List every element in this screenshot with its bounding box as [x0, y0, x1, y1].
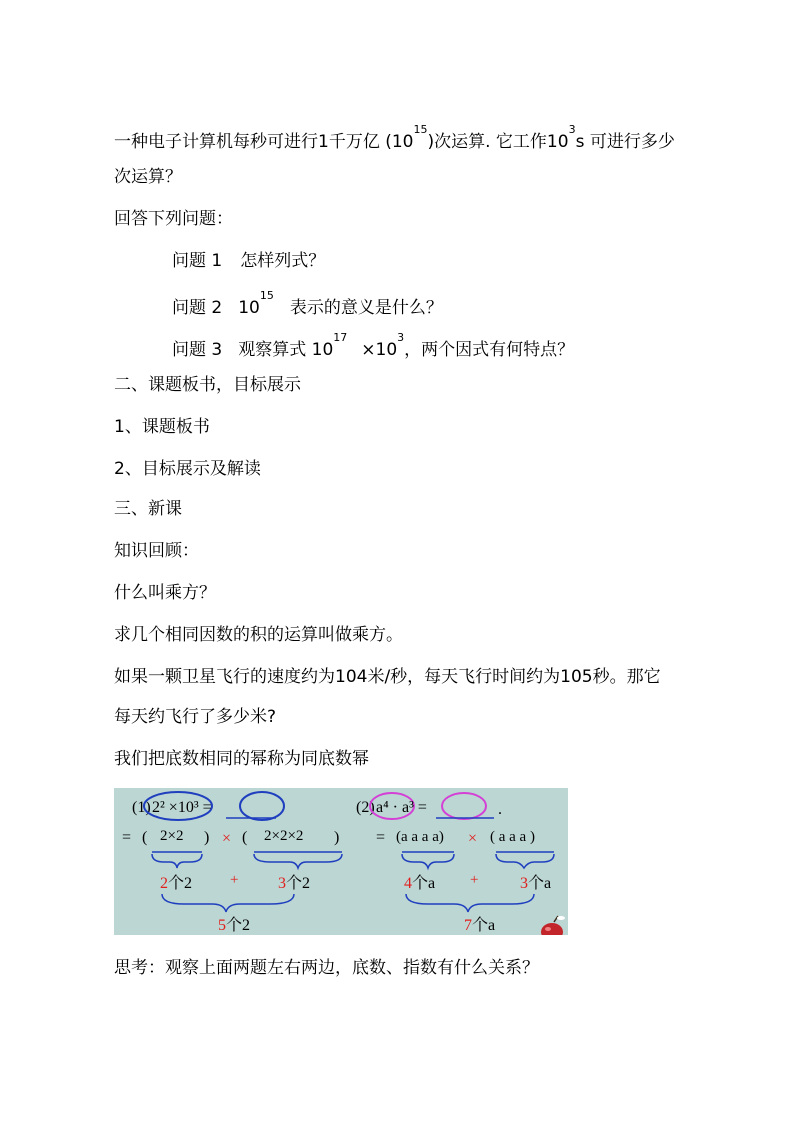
left-total [218, 916, 250, 934]
question-2-exponent: 15 [259, 289, 274, 302]
left-count-1-unit: 个2 [168, 875, 193, 892]
satellite-line-1: 如果一颗卫星飞行的速度约为104米/秒，每天飞行时间约为105秒。那它 [114, 667, 661, 687]
left-expr: 2² ×10³ = [152, 799, 212, 816]
exponent-3: 3 [568, 123, 576, 136]
apple-icon [541, 916, 565, 935]
left-close-2: ) [334, 829, 340, 846]
exponent-15: 15 [413, 123, 428, 136]
right-count-1-unit: 个a [412, 875, 436, 892]
right-count-1 [404, 874, 435, 892]
right-brace-1 [402, 854, 454, 868]
question-3-text-a: 观察算式 10 [238, 340, 334, 360]
question-2-label: 问题 2 [172, 298, 223, 318]
right-brace-2 [496, 854, 554, 868]
right-total [464, 916, 495, 934]
left-count-2-num: 3 [278, 875, 286, 892]
question-3-text-b: ，两个因式有何特点？ [404, 340, 575, 360]
answer-power: 求几个相同因数的积的运算叫做乘方。 [114, 625, 403, 645]
right-label: (2) [356, 799, 375, 816]
problem-text-a: 一种电子计算机每秒可进行1千万亿 (10 [114, 132, 414, 152]
figure-svg [114, 788, 568, 935]
left-count-1-num: 2 [160, 875, 168, 892]
left-group-2: 2×2×2 [264, 828, 304, 844]
right-dot: . [498, 801, 502, 818]
left-brace-1 [152, 854, 202, 868]
question-2 [172, 289, 443, 321]
satellite-line-2: 每天约飞行了多少米? [114, 707, 277, 727]
question-3 [172, 331, 575, 363]
left-times: × [222, 830, 232, 847]
question-2-text: 表示的意义是什么？ [289, 298, 443, 318]
question-power: 什么叫乘方？ [114, 583, 216, 603]
left-plus: + [230, 872, 239, 888]
question-1-label: 问题 1 [172, 251, 223, 271]
problem-text-c: s 可进行多少 [575, 132, 675, 152]
section-2-item-2: 2、目标展示及解读 [114, 459, 261, 479]
problem-text-b: )次运算. 它工作10 [427, 132, 569, 152]
right-group-2: ( a a a ) [490, 829, 535, 845]
left-group-1: 2×2 [160, 828, 184, 844]
right-count-2-num: 3 [520, 875, 528, 892]
right-count-1-num: 4 [404, 875, 412, 892]
left-total-unit: 个2 [226, 917, 251, 934]
right-count-2 [520, 874, 551, 892]
right-times: × [468, 830, 478, 847]
section-3-heading: 三、新课 [114, 499, 182, 519]
left-count-1 [160, 874, 192, 892]
problem-line-1 [114, 123, 675, 155]
left-open-2: ( [242, 829, 248, 846]
question-3-exponent-a: 17 [333, 331, 348, 344]
left-equals: = [122, 829, 132, 846]
right-equals: = [376, 829, 386, 846]
power-multiplication-figure [114, 788, 568, 935]
definition: 我们把底数相同的幂称为同底数幂 [114, 749, 369, 769]
left-total-num: 5 [218, 917, 226, 934]
review-heading: 知识回顾： [114, 541, 199, 561]
problem-line-2: 次运算？ [114, 167, 182, 187]
right-plus: + [470, 872, 479, 888]
think-question: 思考：观察上面两题左右两边，底数、指数有什么关系？ [114, 958, 539, 978]
right-expr: a⁴ · a³ = [376, 799, 427, 816]
question-1 [172, 250, 325, 272]
right-answer-circle [442, 793, 486, 819]
left-brace-total [162, 894, 294, 912]
question-1-text: 怎样列式？ [240, 251, 326, 271]
right-group-1: (a a a a) [396, 829, 444, 845]
right-total-num: 7 [464, 917, 472, 934]
question-2-base: 10 [238, 298, 260, 318]
questions-intro: 回答下列问题： [114, 209, 233, 229]
right-count-2-unit: 个a [528, 875, 552, 892]
left-answer-circle [240, 792, 284, 820]
left-open-1: ( [142, 829, 148, 846]
left-brace-2 [254, 854, 342, 868]
question-3-times: ×10 [361, 340, 398, 360]
section-2-item-1: 1、课题板书 [114, 417, 210, 437]
question-3-exponent-b: 3 [397, 331, 405, 344]
right-total-unit: 个a [472, 917, 496, 934]
left-count-2-unit: 个2 [286, 875, 311, 892]
right-brace-total [406, 894, 534, 912]
left-count-2 [278, 874, 310, 892]
question-3-label: 问题 3 [172, 340, 223, 360]
left-close-1: ) [204, 829, 210, 846]
left-label: (1) [132, 799, 151, 816]
section-2-heading: 二、课题板书，目标展示 [114, 375, 301, 395]
